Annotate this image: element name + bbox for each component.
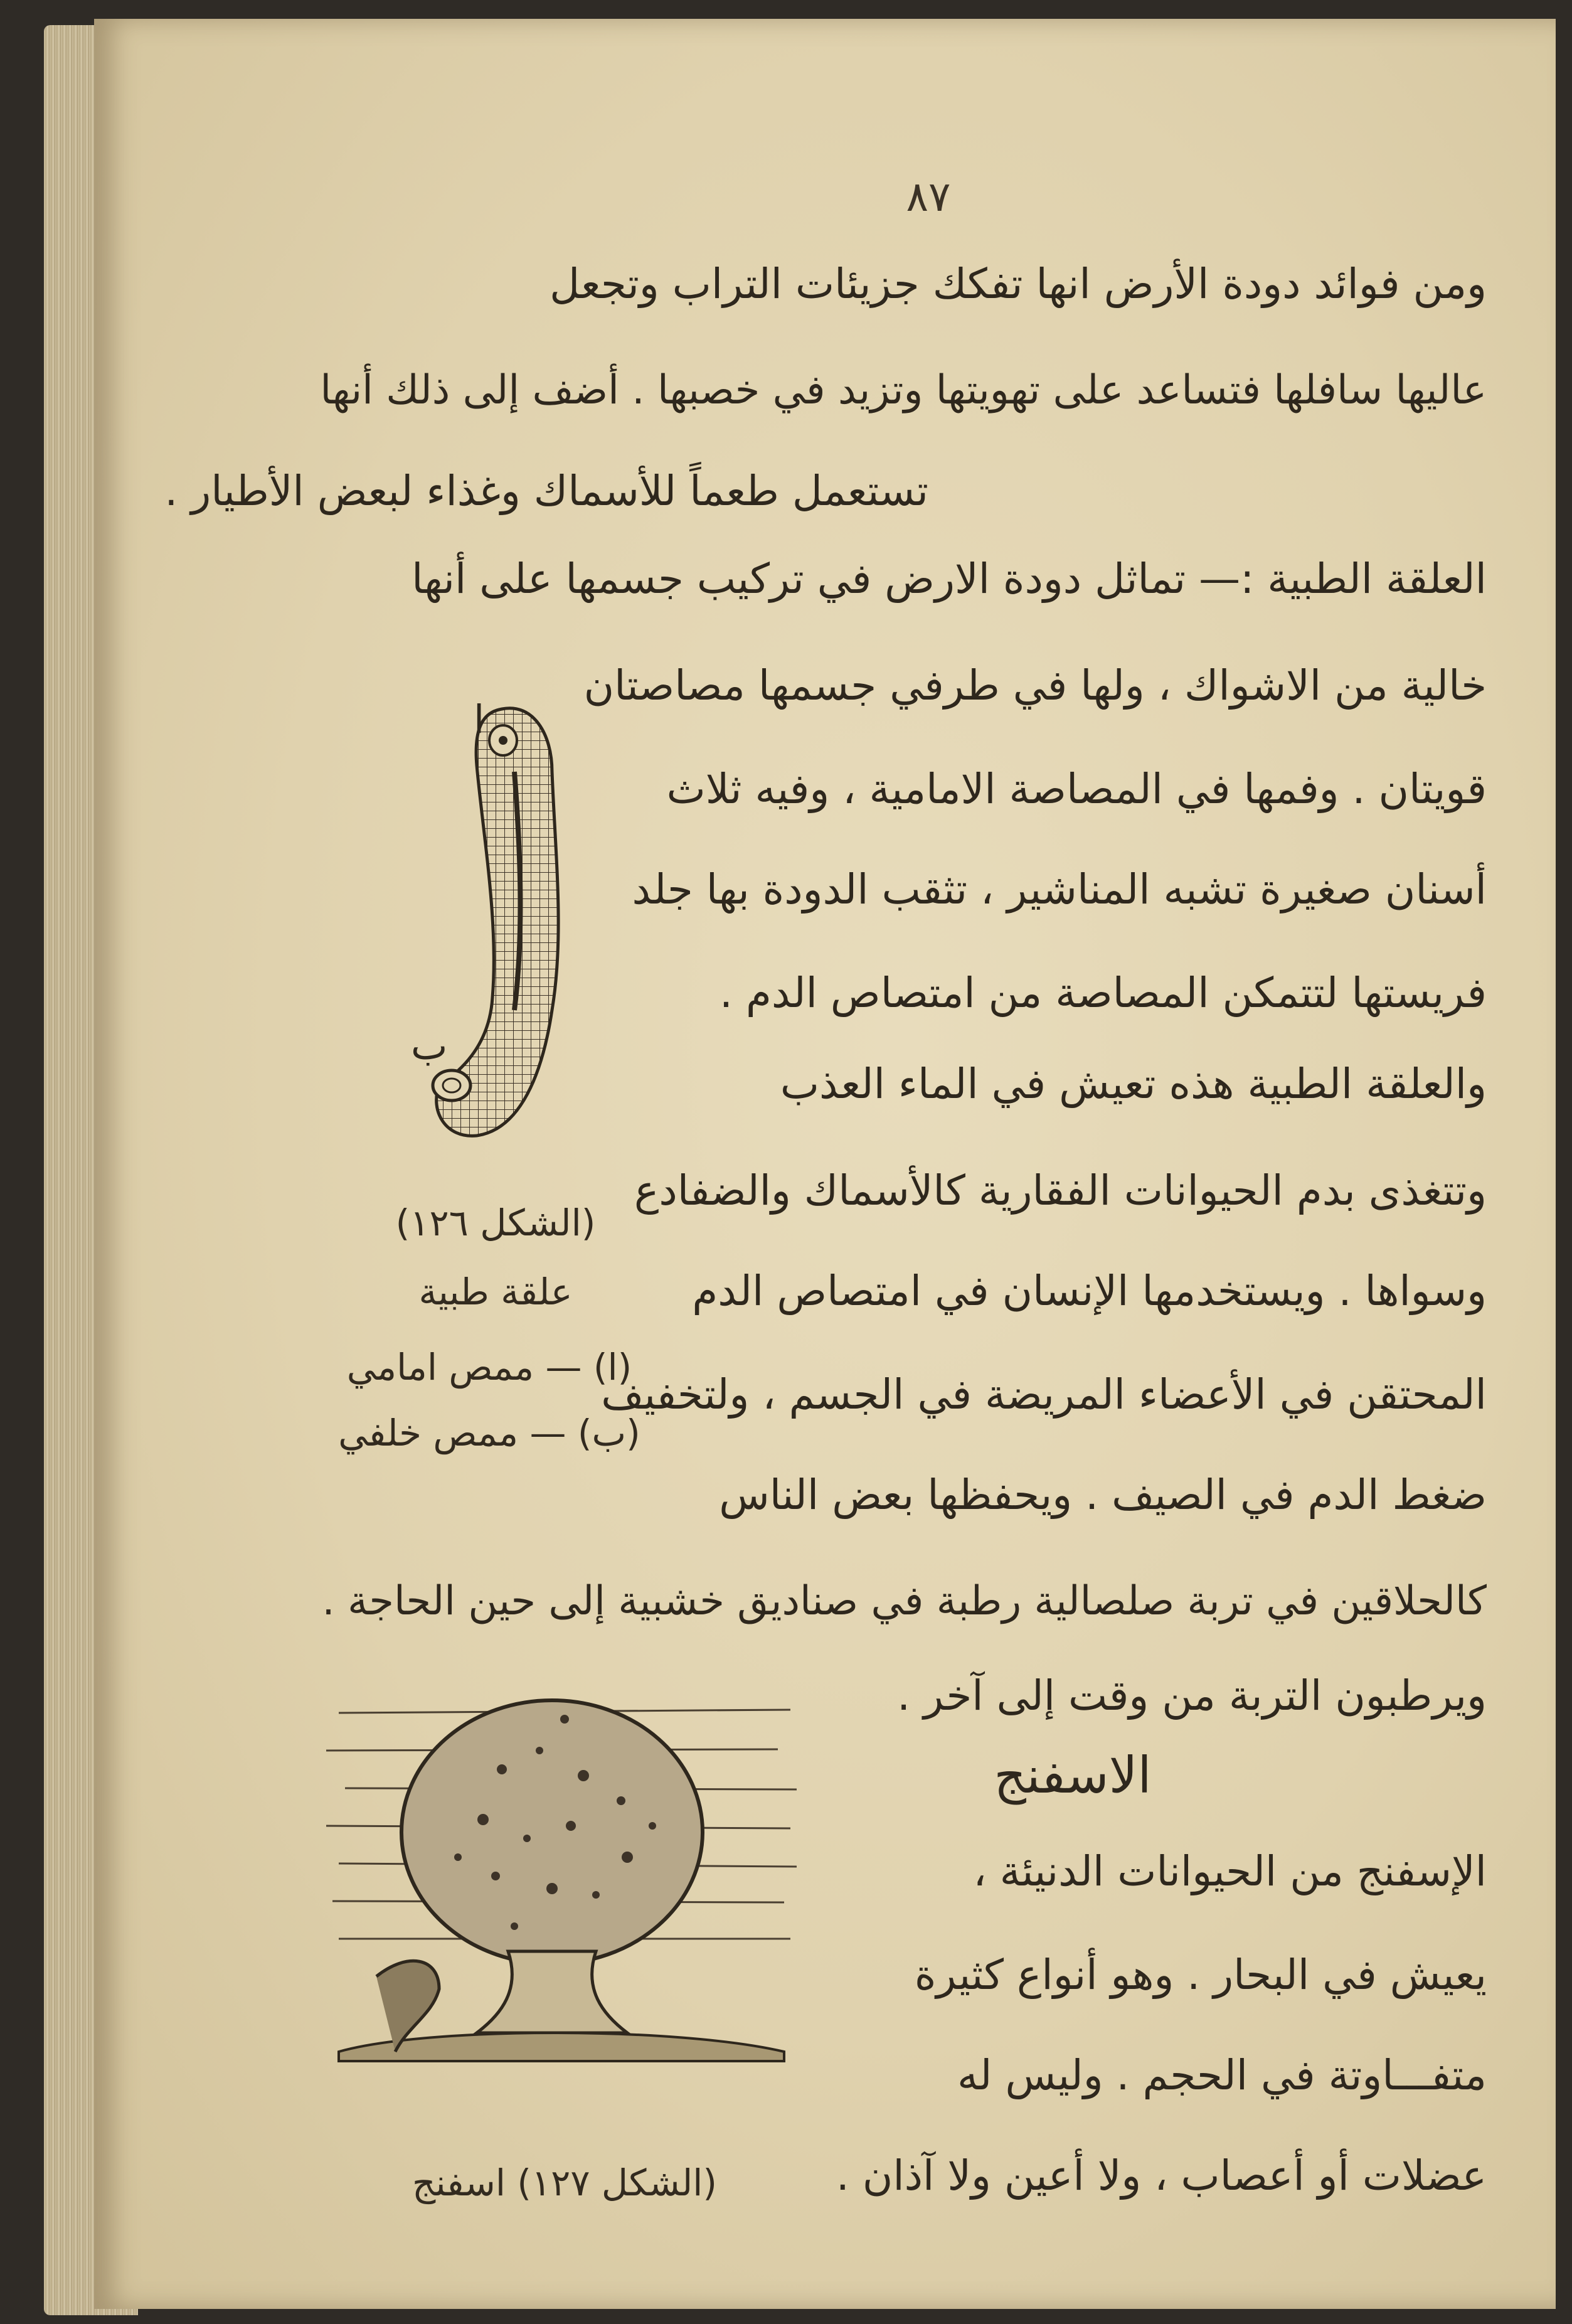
text-line: تستعمل طعماً للأسماك وغذاء لبعض الأطيار .	[164, 467, 928, 515]
leech-illustration	[364, 696, 652, 1186]
text-line: الإسفنج من الحيوانات الدنيئة ،	[973, 1847, 1487, 1895]
text-line: كالحلاقين في تربة صلصالية رطبة في صناديق خشبية إلى حين الحاجة .	[322, 1578, 1487, 1624]
text-line: عضلات أو أعصاب ، ولا أعين ولا آذان .	[836, 2151, 1487, 2200]
text-line: ويرطبون التربة من وقت إلى آخر .	[897, 1671, 1487, 1720]
text-line: والعلقة الطبية هذه تعيش في الماء العذب	[780, 1060, 1487, 1108]
sponge-icon	[301, 1675, 815, 2083]
section-heading: الاسفنج	[994, 1746, 1152, 1804]
leech-icon	[364, 696, 652, 1186]
book-page	[94, 19, 1556, 2309]
figure-126-caption-name: علقة طبية	[418, 1271, 573, 1313]
text-line: متفـــاوتة في الحجم . وليس له	[957, 2051, 1487, 2099]
text-line: المحتقن في الأعضاء المريضة في الجسم ، ولتخفيف	[601, 1370, 1487, 1419]
text-line: قويتان . وفمها في المصاصة الامامية ، وفيه ثلاث	[666, 765, 1487, 813]
figure-label-b: ب	[411, 1023, 448, 1069]
text-line: ومن فوائد دودة الأرض انها تفكك جزيئات التراب وتجعل	[550, 260, 1487, 308]
text-line: وسواها . ويستخدمها الإنسان في امتصاص الدم	[692, 1267, 1487, 1315]
text-line: العلقة الطبية :— تماثل دودة الارض في تركيب جسمها على أنها	[412, 555, 1487, 603]
figure-label-a: ا	[474, 696, 485, 742]
text-line: فريستها لتتمكن المصاصة من امتصاص الدم .	[720, 969, 1487, 1017]
figure-126-caption-b: (ب) — ممص خلفي	[338, 1412, 640, 1454]
text-line: وتتغذى بدم الحيوانات الفقارية كالأسماك والضفادع	[634, 1166, 1487, 1215]
figure-126-caption-a: (ا) — ممص امامي	[346, 1346, 632, 1389]
text-line: أسنان صغيرة تشبه المناشير ، تثقب الدودة بها جلد	[632, 865, 1487, 914]
text-line: خالية من الاشواك ، ولها في طرفي جسمها مصاصتان	[583, 661, 1487, 710]
page-number: ٨٧	[906, 173, 951, 221]
text-line: يعيش في البحار . وهو أنواع كثيرة	[914, 1951, 1487, 1999]
sponge-illustration	[301, 1675, 815, 2083]
figure-127-caption: (الشكل ١٢٧) اسفنج	[412, 2161, 718, 2204]
figure-126-caption-title: (الشكل ١٢٦)	[395, 1202, 596, 1244]
text-line: ضغط الدم في الصيف . ويحفظها بعض الناس	[719, 1471, 1487, 1519]
text-line: عاليها سافلها فتساعد على تهويتها وتزيد في خصبها . أضف إلى ذلك أنها	[320, 367, 1487, 413]
